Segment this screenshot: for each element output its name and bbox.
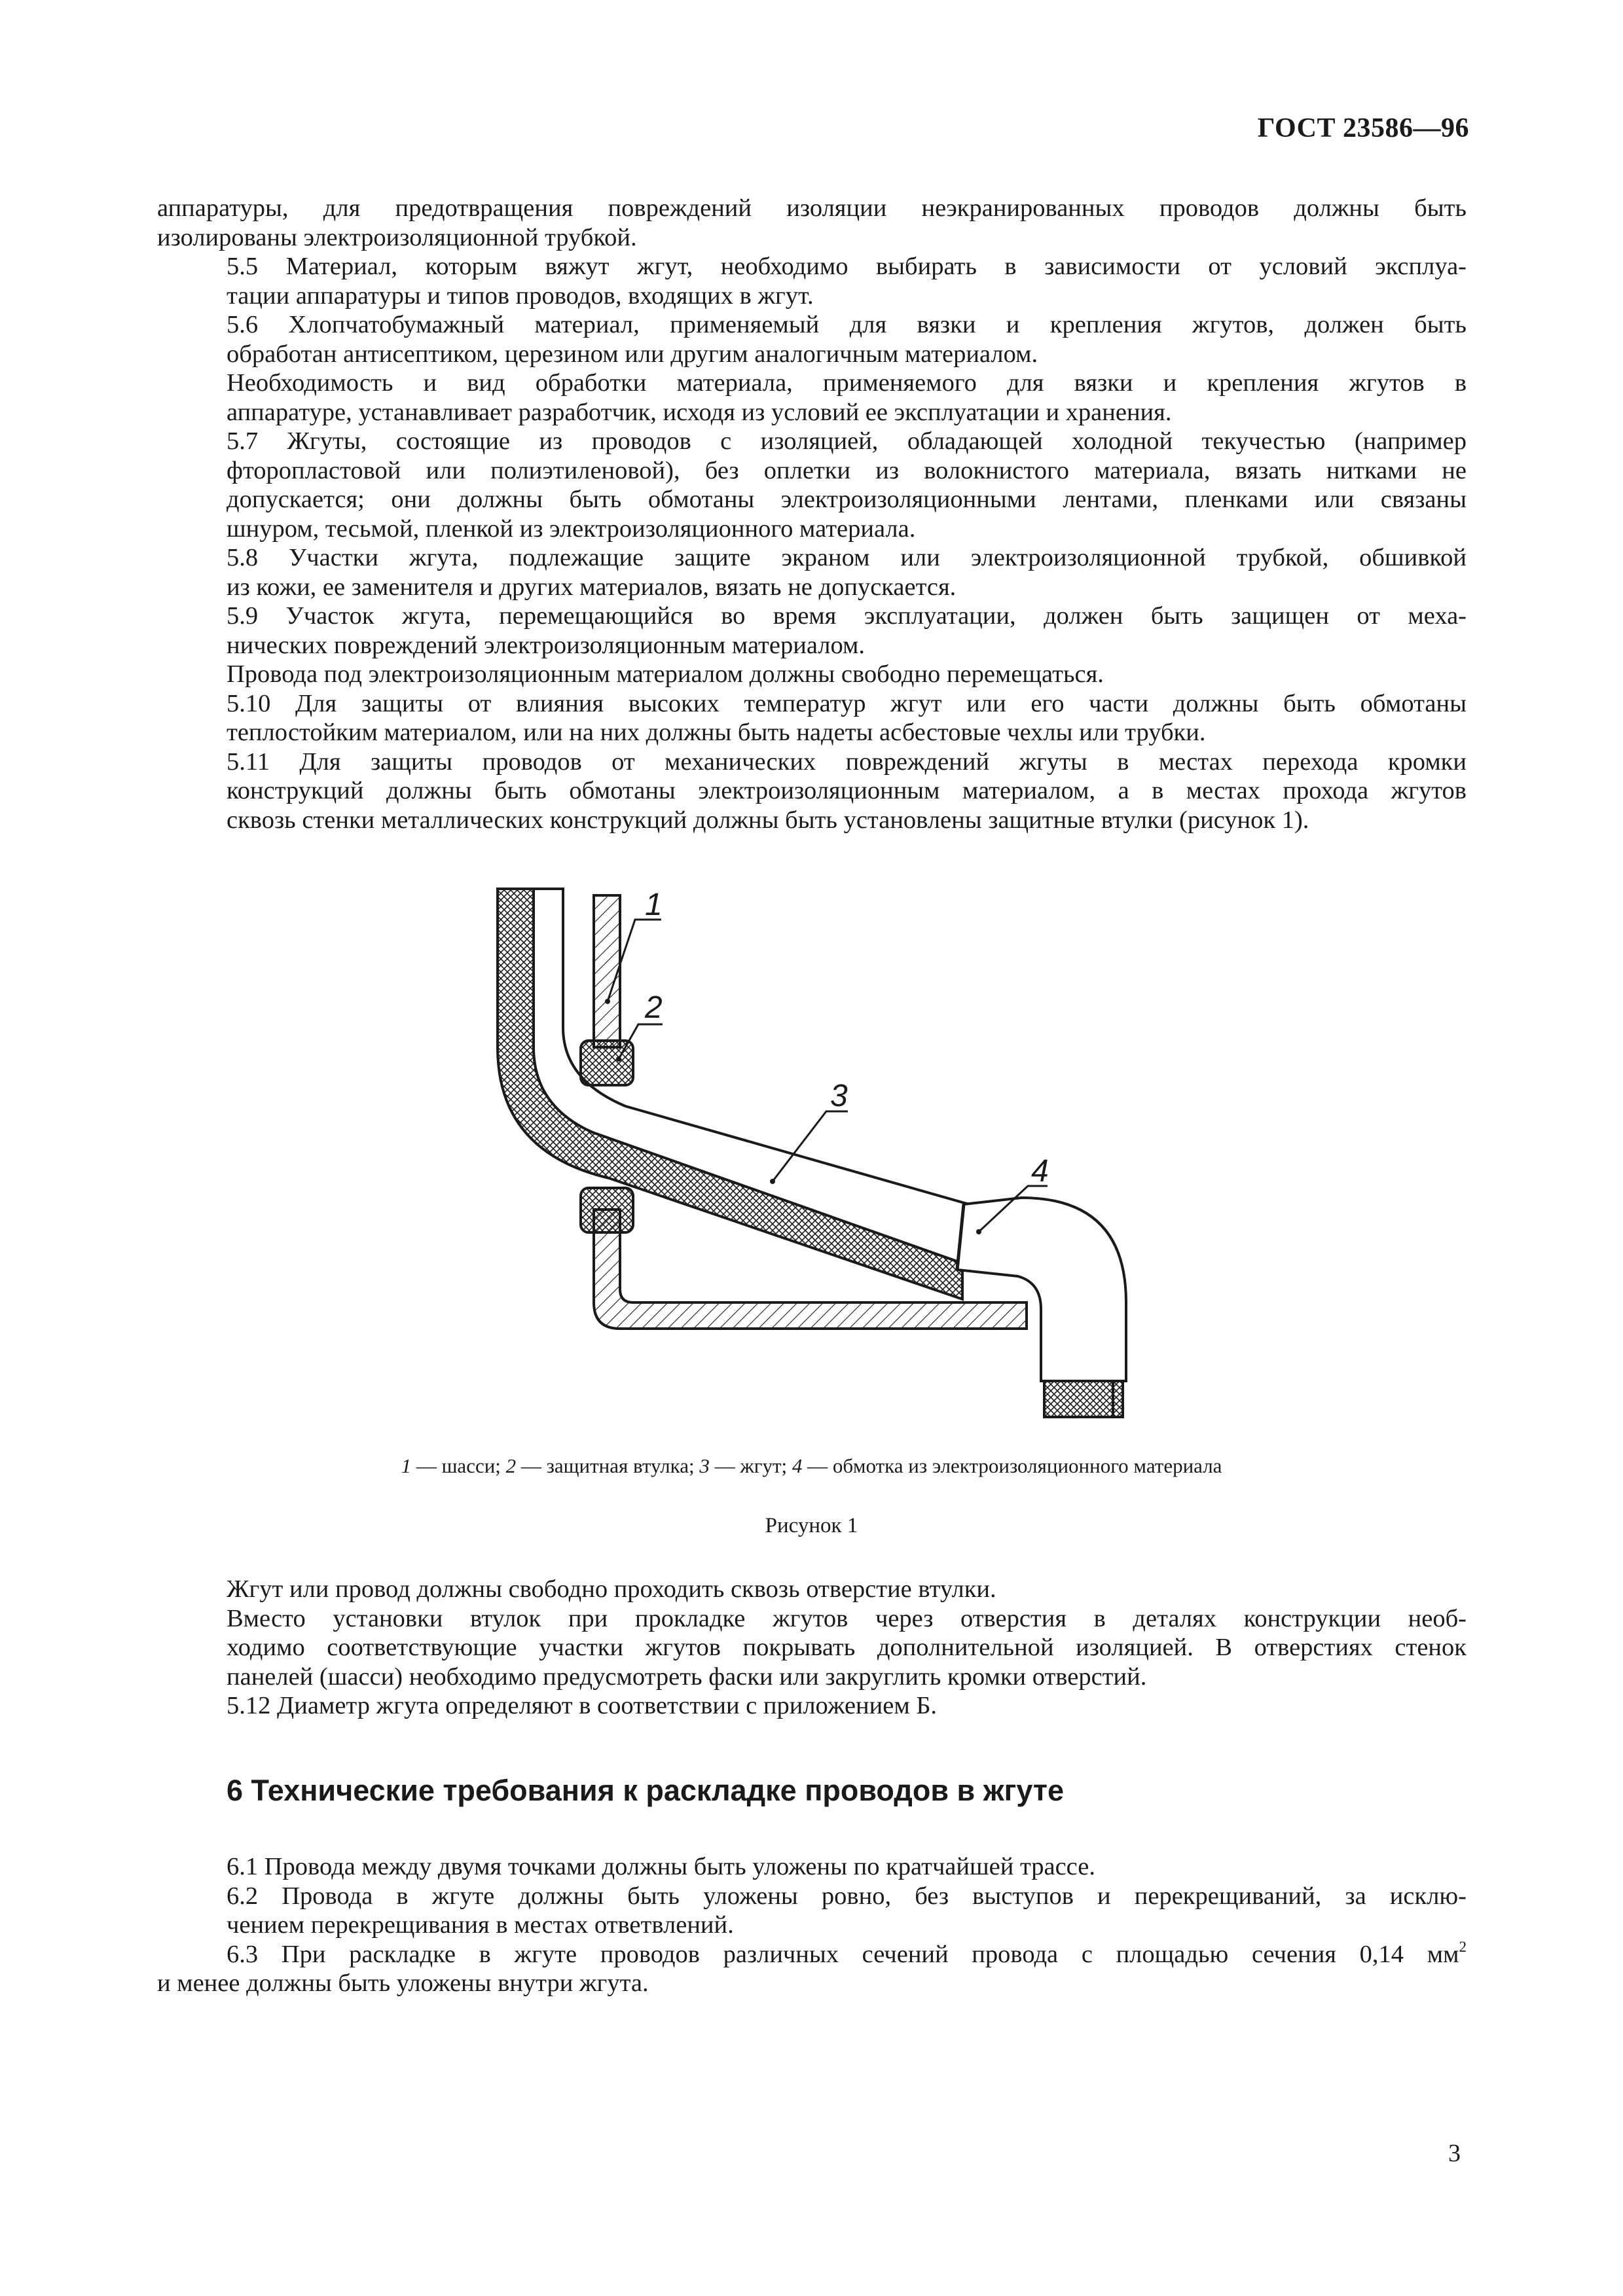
- figure-legend: [0, 1454, 1623, 1478]
- text-line: 5.12 Диаметр жгута определяют в соответствии с приложением Б.: [227, 1692, 938, 1719]
- text-line: и менее должны быть уложены внутри жгута.: [157, 1969, 649, 1997]
- legend-num-3: 3: [699, 1454, 710, 1477]
- harness-exit: [1044, 1381, 1123, 1417]
- paragraph: [157, 1882, 1467, 1940]
- text-line: 5.6 Хлопчатобумажный материал, применяемый для вязки и крепления жгутов, должен быть: [227, 311, 1467, 338]
- legend-text-2: — защитная втулка;: [516, 1454, 700, 1477]
- legend-num-1: 1: [401, 1454, 412, 1477]
- text-line: 5.8 Участки жгута, подлежащие защите экраном или электроизоляционной трубкой, обшивкой: [227, 544, 1467, 571]
- text-line: допускается; они должны быть обмотаны электроизоляционными лентами, пленками или связаны: [227, 486, 1467, 513]
- text-line: из кожи, ее заменителя и других материалов, вязать не допускается.: [227, 573, 957, 601]
- text-line: чением перекрещивания в местах ответвлений.: [227, 1911, 734, 1939]
- legend-num-4: 4: [792, 1454, 803, 1477]
- document-standard-number: ГОСТ 23586—96: [1257, 113, 1469, 143]
- text-line: Необходимость и вид обработки материала, применяемого для вязки и крепления жгутов в: [227, 369, 1467, 397]
- text-line: нических повреждений электроизоляционным материалом.: [227, 631, 865, 659]
- text-line: 5.11 Для защиты проводов от механических повреждений жгуты в местах перехода кромки: [227, 747, 1467, 776]
- protective-bushing-lower: [581, 1188, 633, 1232]
- text-line: 6.1 Провода между двумя точками должны быть уложены по кратчайшей трассе.: [227, 1853, 1095, 1880]
- text-line: ходимо соответствующие участки жгутов покрывать дополнительной изоляцией. В отверстиях стенок: [227, 1634, 1467, 1661]
- insulation-winding: [957, 1198, 1126, 1381]
- text-line: панелей (шасси) необходимо предусмотреть фаски или закруглить кромки отверстий.: [227, 1662, 1147, 1691]
- paragraph: [157, 1852, 1467, 1882]
- text-line: Вместо установки втулок при прокладке жгутов через отверстия в деталях конструкции необ-: [227, 1604, 1467, 1632]
- figure-label-2: 2: [645, 990, 663, 1025]
- legend-num-2: 2: [505, 1454, 517, 1477]
- body-text-bottom: [157, 1575, 1467, 1721]
- text-line: конструкций должны быть обмотаны электроизоляционным материалом, а в местах прохода жгутов: [227, 777, 1467, 804]
- text-line: обработан антисептиком, церезином или другим аналогичным материалом.: [227, 340, 1038, 368]
- text-line: тации аппаратуры и типов проводов, входящих в жгут.: [227, 281, 814, 310]
- legend-text-4: — обмотка из электроизоляционного материала: [802, 1454, 1222, 1477]
- text-line: 5.5 Материал, которым вяжут жгут, необходимо выбирать в зависимости от условий эксплуа-: [227, 253, 1467, 280]
- paragraph: [157, 1937, 1467, 1969]
- text-line: 5.7 Жгуты, состоящие из проводов с изоляцией, обладающей холодной текучестью (например: [227, 427, 1467, 455]
- figure-caption: Рисунок 1: [765, 1514, 858, 1537]
- text-line: Жгут или провод должны свободно проходить сквозь отверстие втулки.: [227, 1575, 996, 1603]
- text-line: 6.2 Провода в жгуте должны быть уложены ровно, без выступов и перекрещиваний, за исклю-: [227, 1882, 1467, 1910]
- section-6-body: [157, 1852, 1467, 1998]
- figure-label-1: 1: [645, 888, 663, 922]
- figure-label-4: 4: [1031, 1154, 1049, 1189]
- paragraph: [157, 1969, 1467, 1998]
- text-line: сквозь стенки металлических конструкций должны быть установлены защитные втулки (рисунок 1).: [227, 806, 1309, 834]
- text-line: теплостойким материалом, или на них должны быть надеты асбестовые чехлы или трубки.: [227, 719, 1206, 746]
- text-line: аппаратуры, для предотвращения повреждений изоляции неэкранированных проводов должны быть: [157, 194, 1467, 222]
- text-line: шнуром, тесьмой, пленкой из электроизоляционного материала.: [227, 514, 916, 543]
- chassis-wall-upper: [594, 895, 620, 1047]
- paragraph: [157, 1575, 1467, 1604]
- text-line: фторопластовой или полиэтиленовой), без оплетки из волокнистого материала, вязать нитками не: [227, 456, 1467, 484]
- page-number: 3: [1448, 2140, 1461, 2167]
- paragraph: [157, 1691, 1467, 1721]
- text-line: 5.10 Для защиты от влияния высоких температур жгут или его части должны быть обмотаны: [227, 689, 1467, 717]
- legend-text-3: — жгут;: [709, 1454, 792, 1477]
- section-6-heading: 6 Технические требования к раскладке проводов в жгуте: [227, 1774, 1064, 1807]
- text-line: аппаратуре, устанавливает разработчик, исходя из условий ее эксплуатации и хранения.: [227, 398, 1172, 426]
- text-line: [157, 1937, 1467, 1969]
- figure-label-3: 3: [830, 1079, 848, 1113]
- text-line-content: 6.3 При раскладке в жгуте проводов различных сечений провода с площадью сечения 0,14 мм: [227, 1940, 1459, 1968]
- paragraph: [157, 1604, 1467, 1692]
- text-line: Провода под электроизоляционным материалом должны свободно перемещаться.: [227, 660, 1104, 688]
- legend-text-1: — шасси;: [411, 1454, 506, 1477]
- text-line: изолированы электроизоляционной трубкой.: [157, 223, 637, 251]
- text-line: 5.9 Участок жгута, перемещающийся во время эксплуатации, должен быть защищен от меха-: [227, 602, 1467, 630]
- superscript: 2: [1459, 1937, 1467, 1955]
